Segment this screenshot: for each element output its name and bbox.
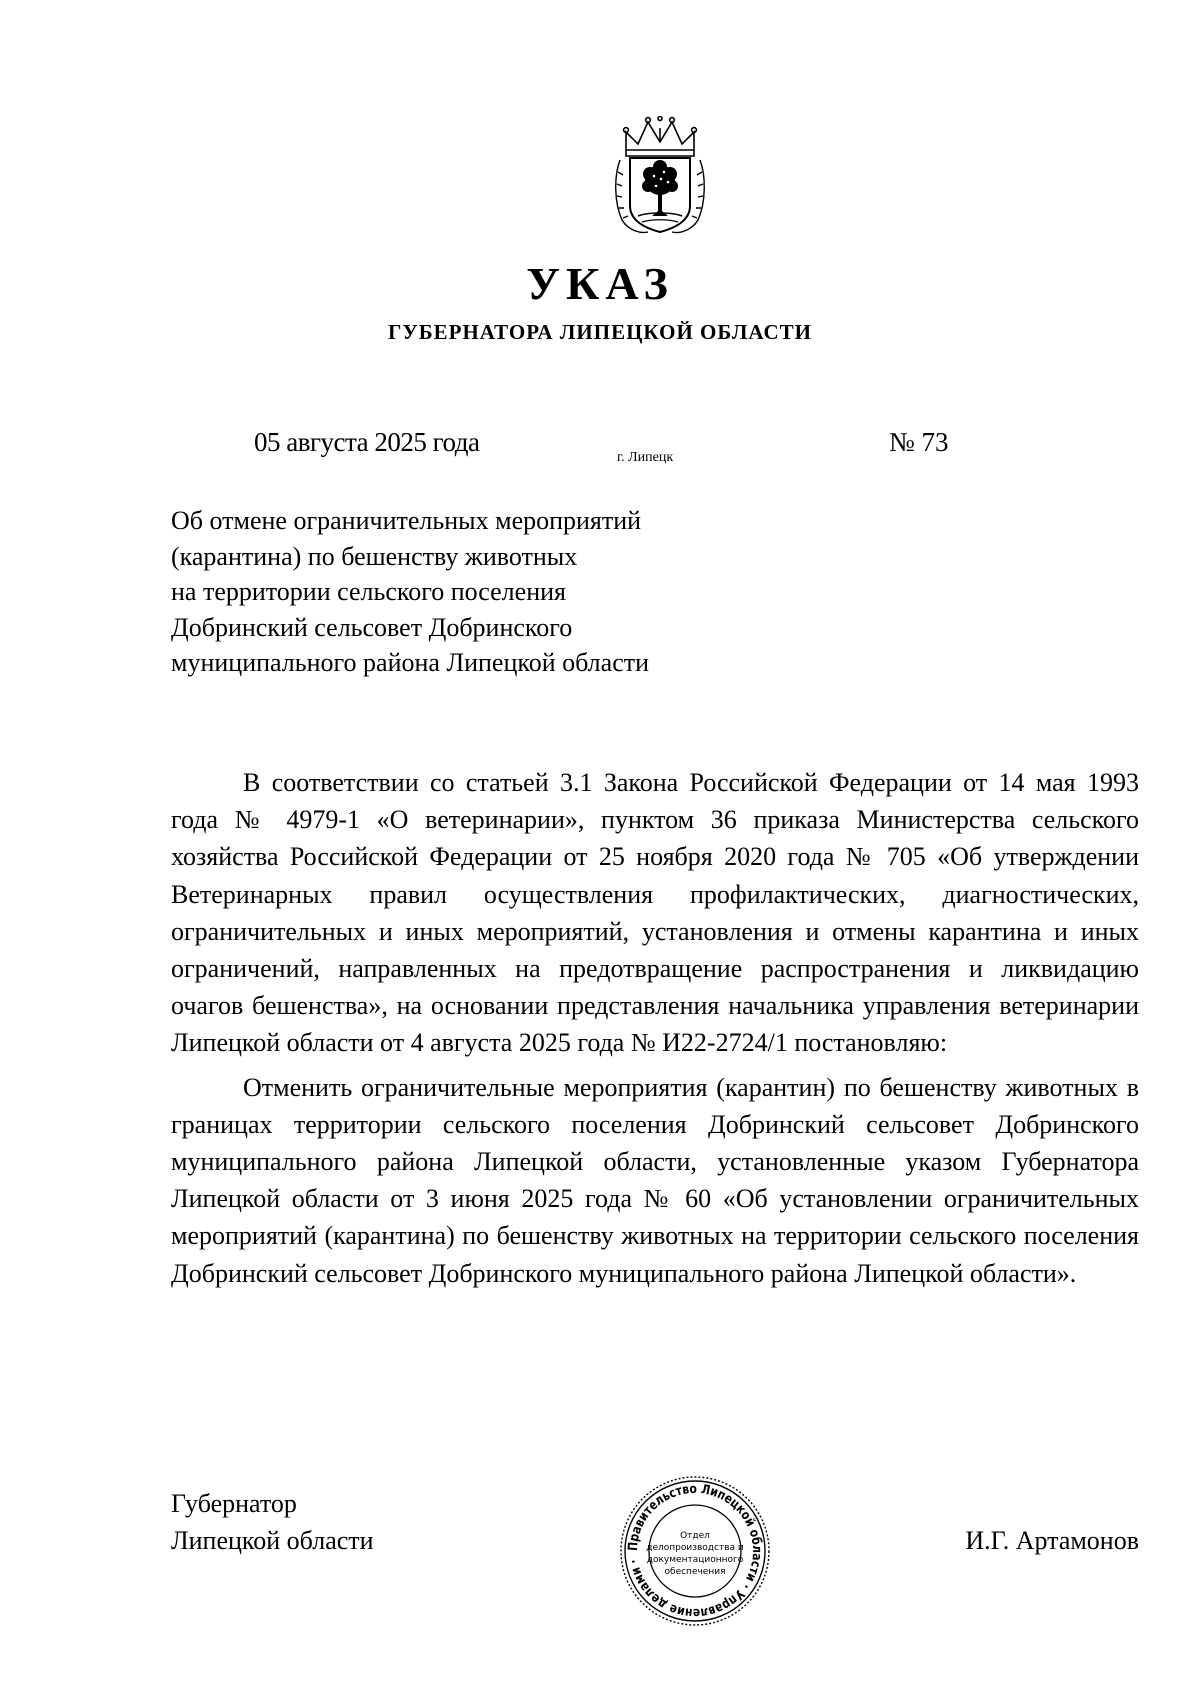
official-seal-icon (618, 1474, 772, 1628)
body-paragraph: Отменить ограничительные мероприятия (карантин) по бешенству животных в границах территории сельского поселения Добринский сельсовет Добринского муниципального района Липецкой области, установленные указом Губернатора Липецкой области от 3 июня 2025 года № 60 «Об установлении ограничительных мероприятий (карантина) по бешенству животных на территории сельского поселения Добринский сельсовет Добринского муниципального района Липецкой области». (171, 1072, 1139, 1288)
signer-name: И.Г. Артамонов (965, 1526, 1139, 1555)
subject-line: Добринский сельсовет Добринского (171, 612, 573, 642)
document-date: 05 августа 2025 года (254, 427, 480, 457)
signer-title-line: Липецкой области (171, 1526, 374, 1555)
document-type-heading: УКАЗ (526, 258, 674, 309)
seal-inner-line: обеспечения (664, 1567, 726, 1577)
document-subject (171, 503, 731, 681)
seal-inner-line: Отдел (680, 1531, 710, 1541)
subject-line: на территории сельского поселения (171, 577, 566, 606)
signer-title (171, 1485, 374, 1559)
subject-line: (карантина) по бешенству животных (171, 541, 578, 571)
subject-line: муниципального района Липецкой области (171, 648, 650, 677)
subject-line: Об отмене ограничительных мероприятий (171, 506, 642, 535)
seal-outer-text: Правительство Липецкой области · Управление делами · (625, 1481, 765, 1621)
document-number: № 73 (889, 427, 949, 457)
issuer-heading: ГУБЕРНАТОРА ЛИПЕЦКОЙ ОБЛАСТИ (387, 320, 813, 344)
signer-title-line: Губернатор (171, 1489, 297, 1518)
coat-of-arms-icon (614, 116, 706, 236)
seal-inner-line: документационного (646, 1555, 744, 1565)
seal-inner-line: делопроизводства и (646, 1543, 744, 1553)
document-body (171, 764, 1139, 1299)
document-city: г. Липецк (617, 450, 674, 465)
body-paragraph: В соответствии со статьей 3.1 Закона Российской Федерации от 14 мая 1993 года № 4979-1 «О ветеринарии», пунктом 36 приказа Министерства сельского хозяйства Российской Федерации от 25 ноября 2020 года № 705 «Об утверждении Ветеринарных правил осуществления профилактических, диагностических, ограничительных и иных мероприятий, установления и отмены карантина и иных ограничений, направленных на предотвращение распространения и ликвидацию очагов бешенства», на основании представления начальника управления ветеринарии Липецкой области от 4 августа 2025 года № И22-2724/1 постановляю: (171, 768, 1139, 1058)
